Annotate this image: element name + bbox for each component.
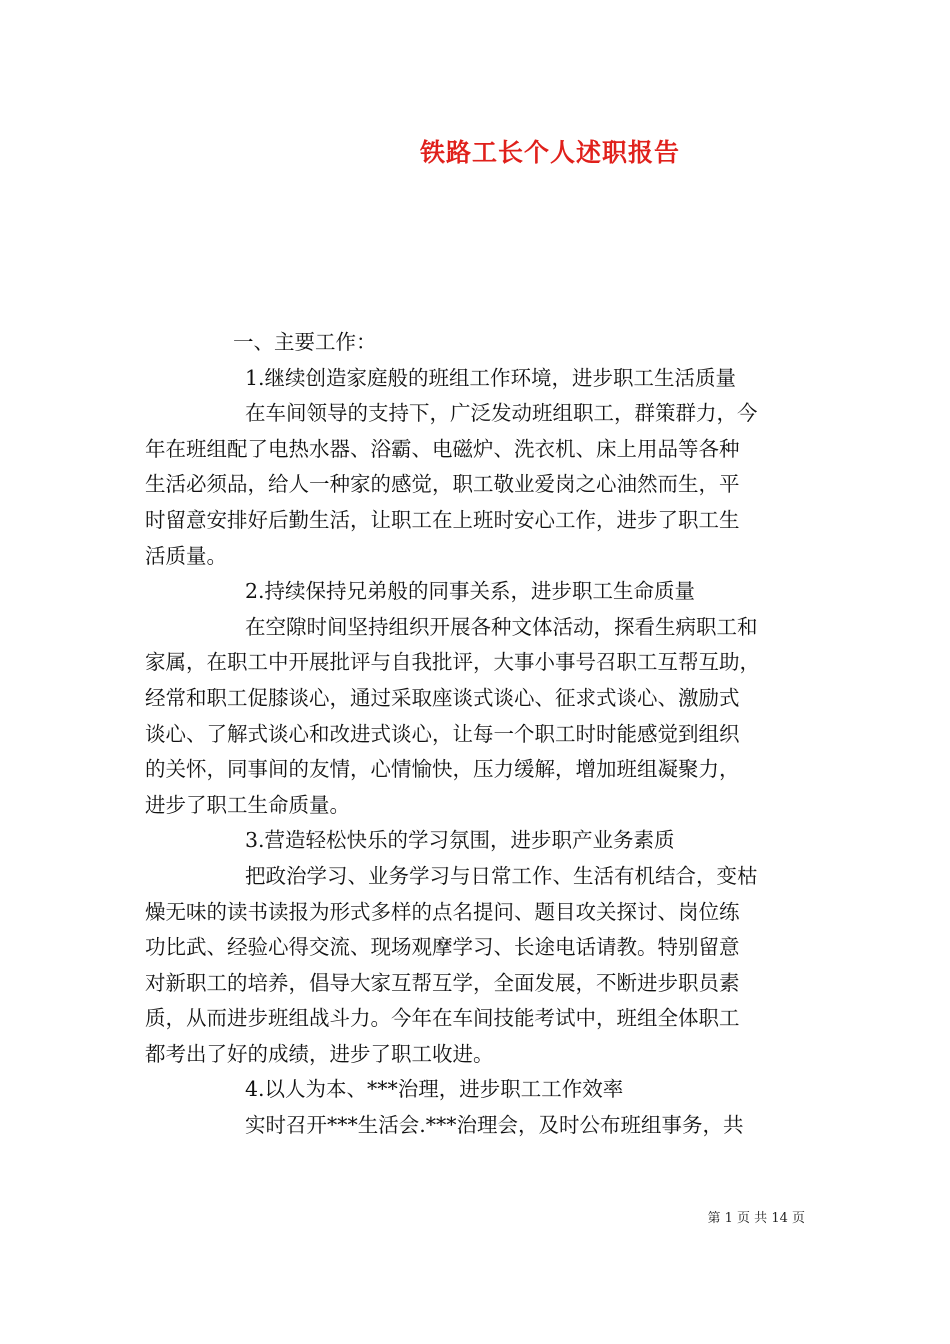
paragraph-line: 谈心、了解式谈心和改进式谈心，让每一个职工时时能感觉到组织 bbox=[145, 721, 740, 746]
paragraph-line: 对新职工的培养，倡导大家互帮互学，全面发展，不断进步职员素 bbox=[145, 970, 740, 995]
paragraph-line: 实时召开***生活会.***治理会，及时公布班组事务，共 bbox=[245, 1113, 744, 1138]
page-number: 第 1 页 共 14 页 bbox=[707, 1211, 805, 1226]
item-heading: 1.继续创造家庭般的班组工作环境，进步职工生活质量 bbox=[245, 365, 737, 390]
paragraph-line: 生活必须品，给人一种家的感觉，职工敬业爱岗之心油然而生，平 bbox=[145, 472, 740, 497]
document-title: 铁路工长个人述职报告 bbox=[419, 138, 680, 167]
paragraph-line: 的关怀，同事间的友情，心情愉快，压力缓解，增加班组凝聚力， bbox=[145, 757, 740, 782]
paragraph-line: 年在班组配了电热水器、浴霸、电磁炉、洗衣机、床上用品等各种 bbox=[145, 436, 740, 461]
paragraph-line: 家属，在职工中开展批评与自我批评，大事小事号召职工互帮互助， bbox=[145, 650, 760, 675]
paragraph-line: 时留意安排好后勤生活，让职工在上班时安心工作，进步了职工生 bbox=[145, 507, 740, 532]
paragraph-line: 都考出了好的成绩，进步了职工收进。 bbox=[145, 1041, 494, 1066]
paragraph-line: 把政治学习、业务学习与日常工作、生活有机结合，变枯 bbox=[245, 863, 758, 888]
paragraph-line: 进步了职工生命质量。 bbox=[145, 792, 350, 817]
item-heading: 2.持续保持兄弟般的同事关系，进步职工生命质量 bbox=[245, 579, 696, 604]
item-heading: 4.以人为本、***治理，进步职工工作效率 bbox=[245, 1077, 624, 1102]
paragraph-line: 功比武、经验心得交流、现场观摩学习、长途电话请教。特别留意 bbox=[145, 935, 740, 960]
item-heading: 3.营造轻松快乐的学习氛围，进步职产业务素质 bbox=[245, 828, 675, 853]
paragraph-line: 燥无味的读书读报为形式多样的点名提问、题目攻关探讨、岗位练 bbox=[145, 899, 740, 924]
paragraph-line: 在车间领导的支持下，广泛发动班组职工，群策群力，今 bbox=[245, 401, 758, 426]
document-body bbox=[145, 325, 810, 1144]
paragraph-line: 质，从而进步班组战斗力。今年在车间技能考试中，班组全体职工 bbox=[145, 1006, 740, 1031]
section-heading: 一、主要工作： bbox=[233, 330, 377, 354]
paragraph-line: 活质量。 bbox=[145, 543, 227, 568]
paragraph-line: 在空隙时间坚持组织开展各种文体活动，探看生病职工和 bbox=[245, 614, 758, 639]
paragraph-line: 经常和职工促膝谈心，通过采取座谈式谈心、征求式谈心、激励式 bbox=[145, 685, 740, 710]
